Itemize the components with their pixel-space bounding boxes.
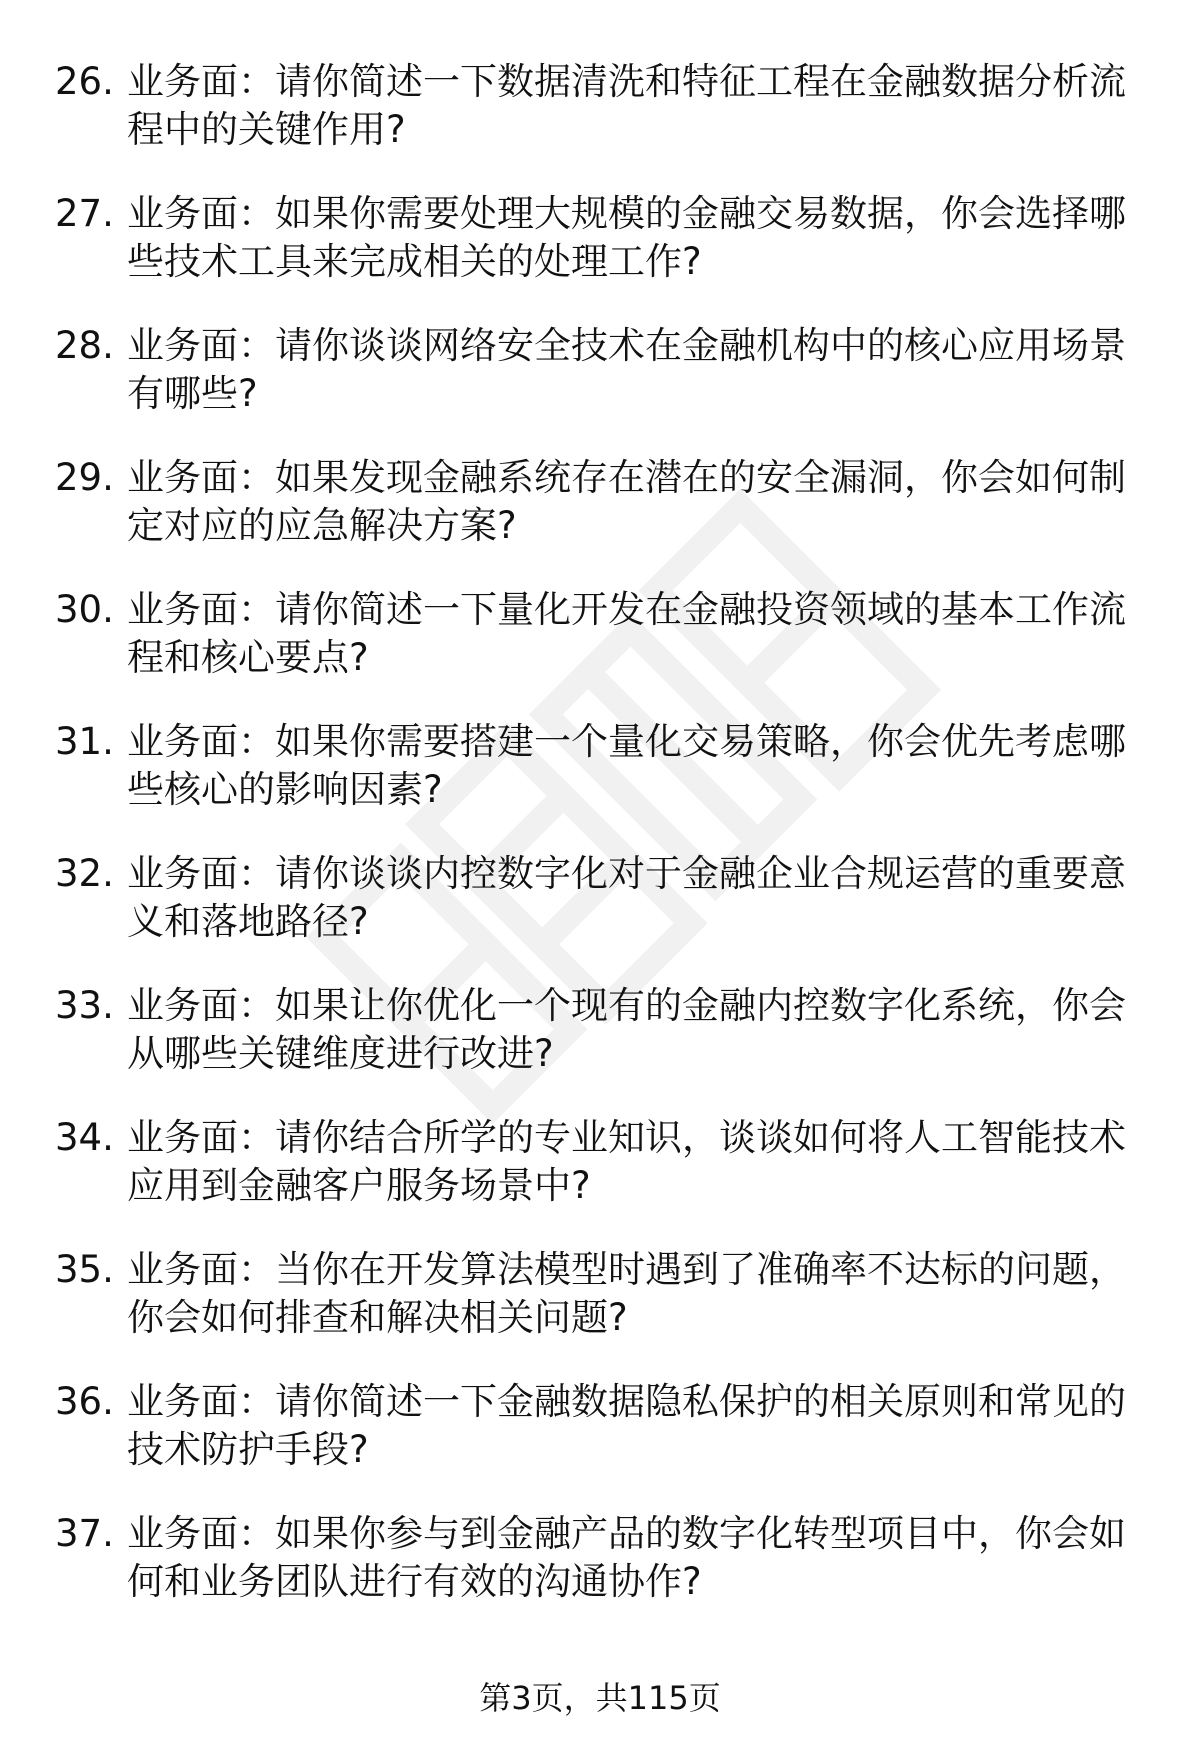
question-item-27: [55, 190, 1155, 322]
question-number: 28.: [55, 324, 114, 367]
question-number: 33.: [55, 984, 114, 1027]
question-number: 27.: [55, 192, 114, 235]
question-item-32: [55, 850, 1155, 982]
question-number: 30.: [55, 588, 114, 631]
page-footer: 第3页，共115页: [479, 1679, 721, 1717]
question-item-35: [55, 1246, 1155, 1378]
question-text: 业务面：如果你需要处理大规模的金融交易数据，你会选择哪些技术工具来完成相关的处理工作?: [127, 192, 1126, 283]
question-text: 业务面：当你在开发算法模型时遇到了准确率不达标的问题，你会如何排查和解决相关问题?: [127, 1248, 1126, 1339]
question-number: 32.: [55, 852, 114, 895]
question-item-31: [55, 718, 1155, 850]
question-number: 31.: [55, 720, 114, 763]
question-text: 业务面：如果你参与到金融产品的数字化转型项目中，你会如何和业务团队进行有效的沟通协作?: [127, 1512, 1126, 1603]
question-list: [55, 58, 1155, 1642]
question-text: 业务面：如果你需要搭建一个量化交易策略，你会优先考虑哪些核心的影响因素?: [127, 720, 1126, 811]
question-text: 业务面：如果让你优化一个现有的金融内控数字化系统，你会从哪些关键维度进行改进?: [127, 984, 1126, 1075]
question-number: 34.: [55, 1116, 114, 1159]
question-item-34: [55, 1114, 1155, 1246]
question-item-29: [55, 454, 1155, 586]
question-text: 业务面：请你谈谈内控数字化对于金融企业合规运营的重要意义和落地路径?: [127, 852, 1126, 943]
question-number: 29.: [55, 456, 114, 499]
question-number: 26.: [55, 60, 114, 103]
question-text: 业务面：请你谈谈网络安全技术在金融机构中的核心应用场景有哪些?: [127, 324, 1126, 415]
question-number: 35.: [55, 1248, 114, 1291]
question-item-37: [55, 1510, 1155, 1642]
question-text: 业务面：请你结合所学的专业知识，谈谈如何将人工智能技术应用到金融客户服务场景中?: [127, 1116, 1126, 1207]
question-item-30: [55, 586, 1155, 718]
question-text: 业务面：请你简述一下量化开发在金融投资领域的基本工作流程和核心要点?: [127, 588, 1126, 679]
question-item-26: [55, 58, 1155, 190]
question-number: 36.: [55, 1380, 114, 1423]
question-text: 业务面：请你简述一下数据清洗和特征工程在金融数据分析流程中的关键作用?: [127, 60, 1126, 151]
question-item-36: [55, 1378, 1155, 1510]
question-item-28: [55, 322, 1155, 454]
question-number: 37.: [55, 1512, 114, 1555]
question-text: 业务面：如果发现金融系统存在潜在的安全漏洞，你会如何制定对应的应急解决方案?: [127, 456, 1126, 547]
question-text: 业务面：请你简述一下金融数据隐私保护的相关原则和常见的技术防护手段?: [127, 1380, 1126, 1471]
question-item-33: [55, 982, 1155, 1114]
